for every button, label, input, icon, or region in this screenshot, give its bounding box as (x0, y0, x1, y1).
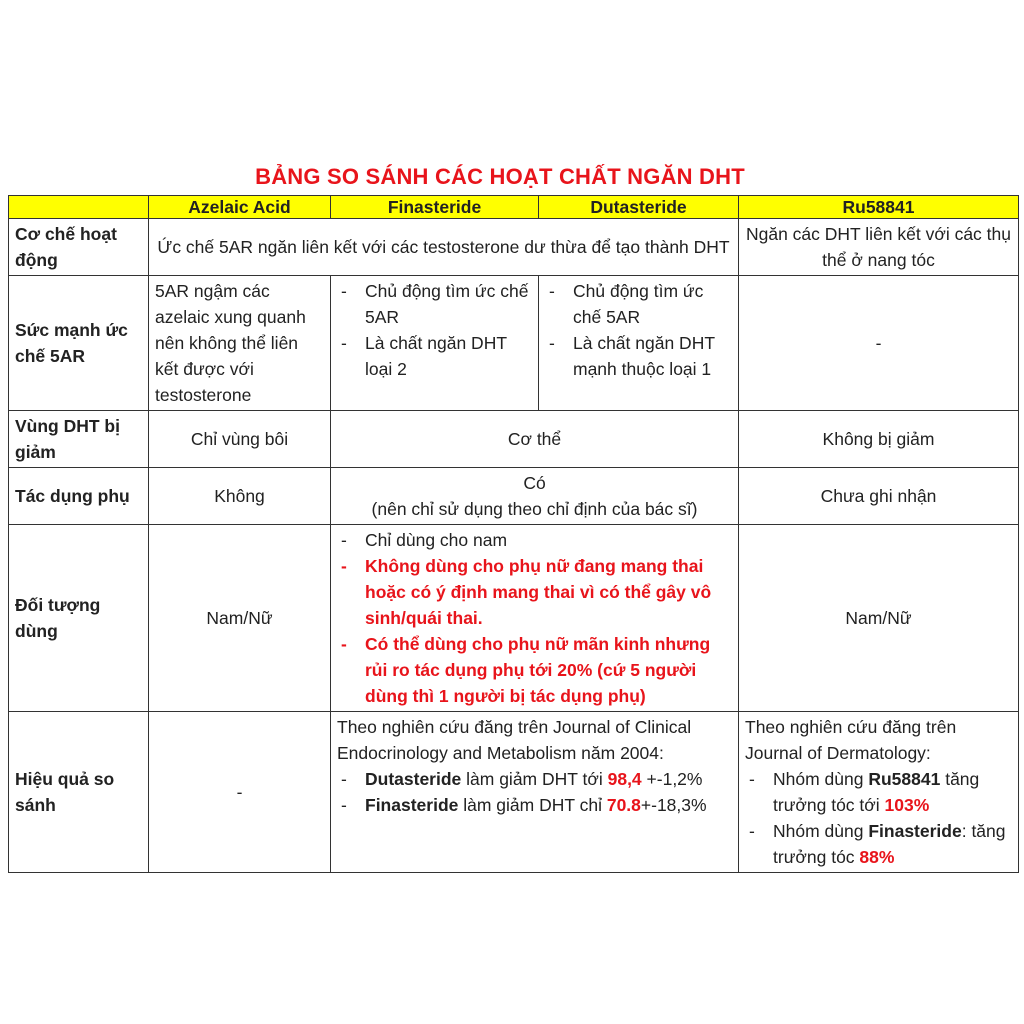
effect-ru-cell (739, 712, 1019, 873)
effect-tail: +-18,3% (640, 795, 707, 815)
list-item: - Có thể dùng cho phụ nữ mãn kinh nhưng rủi ro tác dụng phụ tới 20% (cứ 5 người dùng thì 1 người bị tác dụng phụ) (337, 631, 732, 709)
row-label-target: Đối tượng dùng (9, 525, 149, 712)
list-item: - Chủ động tìm ức chế 5AR (337, 278, 532, 330)
table-row-zone (9, 411, 1019, 468)
effect-tail: +-1,2% (641, 769, 703, 789)
header-azelaic-acid: Azelaic Acid (149, 196, 331, 219)
mechanism-shared-cell: Ức chế 5AR ngăn liên kết với các testosterone dư thừa để tạo thành DHT (149, 219, 739, 276)
header-ru58841: Ru58841 (739, 196, 1019, 219)
table-row-target (9, 525, 1019, 712)
table-row-strength (9, 276, 1019, 411)
list-item (745, 818, 1012, 870)
table-header-row (9, 196, 1019, 219)
list-item: - Là chất ngăn DHT mạnh thuộc loại 1 (545, 330, 732, 382)
side-ru-cell: Chưa ghi nhận (739, 468, 1019, 525)
strength-dutasteride-cell (539, 276, 739, 411)
effect-azelaic-cell: - (149, 712, 331, 873)
strength-azelaic-cell: 5AR ngậm các azelaic xung quanh nên không thể liên kết được với testosterone (149, 276, 331, 411)
side-azelaic-cell: Không (149, 468, 331, 525)
side-fin-dut-line1: Có (523, 473, 546, 493)
target-ru-cell: Nam/Nữ (739, 525, 1019, 712)
mechanism-ru-cell: Ngăn các DHT liên kết với các thụ thể ở nang tóc (739, 219, 1019, 276)
table-row-mechanism (9, 219, 1019, 276)
list-item: - Chỉ dùng cho nam (337, 527, 732, 553)
effect-ru-intro: Theo nghiên cứu đăng trên Journal of Dermatology: (745, 717, 957, 763)
table-row-effect (9, 712, 1019, 873)
strength-finasteride-cell (331, 276, 539, 411)
effect-prefix: Nhóm dùng (773, 821, 869, 841)
zone-fin-dut-cell: Cơ thể (331, 411, 739, 468)
row-label-strength: Sức mạnh ức chế 5AR (9, 276, 149, 411)
effect-value: 103% (884, 795, 930, 815)
drug-name: Finasteride (365, 795, 459, 815)
header-finasteride: Finasteride (331, 196, 539, 219)
effect-fin-dut-cell (331, 712, 739, 873)
list-item (337, 792, 732, 818)
list-item (745, 766, 1012, 818)
row-label-side-effects: Tác dụng phụ (9, 468, 149, 525)
row-label-effect: Hiệu quả so sánh (9, 712, 149, 873)
strength-ru-cell: - (739, 276, 1019, 411)
drug-name: Finasteride (868, 821, 962, 841)
drug-name: Dutasteride (365, 769, 462, 789)
effect-fin-dut-intro: Theo nghiên cứu đăng trên Journal of Clinical Endocrinology and Metabolism năm 2004: (337, 717, 692, 763)
list-item (337, 766, 732, 792)
effect-value: 88% (859, 847, 895, 867)
table-row-side-effects (9, 468, 1019, 525)
effect-value: 98,4 (607, 769, 642, 789)
page-title: BẢNG SO SÁNH CÁC HOẠT CHẤT NGĂN DHT (255, 164, 745, 189)
effect-text: : tăng trưởng tóc (773, 821, 1006, 867)
zone-azelaic-cell: Chỉ vùng bôi (149, 411, 331, 468)
effect-text: tăng trưởng tóc tới (773, 769, 980, 815)
header-dutasteride: Dutasteride (539, 196, 739, 219)
target-fin-dut-cell (331, 525, 739, 712)
drug-name: Ru58841 (868, 769, 941, 789)
effect-text: làm giảm DHT chỉ (458, 795, 607, 815)
header-empty-cell (9, 196, 149, 219)
side-fin-dut-cell (331, 468, 739, 525)
list-item: - Không dùng cho phụ nữ đang mang thai hoặc có ý định mang thai vì có thể gây vô sinh/quái thai. (337, 553, 732, 631)
list-item: - Chủ động tìm ức chế 5AR (545, 278, 732, 330)
effect-prefix: Nhóm dùng (773, 769, 869, 789)
comparison-table (8, 195, 1019, 873)
effect-text: làm giảm DHT tới (461, 769, 608, 789)
list-item: - Là chất ngăn DHT loại 2 (337, 330, 532, 382)
effect-value: 70.8 (606, 795, 641, 815)
side-fin-dut-line2: (nên chỉ sử dụng theo chỉ định của bác sĩ) (371, 499, 698, 519)
zone-ru-cell: Không bị giảm (739, 411, 1019, 468)
target-azelaic-cell: Nam/Nữ (149, 525, 331, 712)
row-label-mechanism: Cơ chế hoạt động (9, 219, 149, 276)
row-label-zone: Vùng DHT bị giảm (9, 411, 149, 468)
